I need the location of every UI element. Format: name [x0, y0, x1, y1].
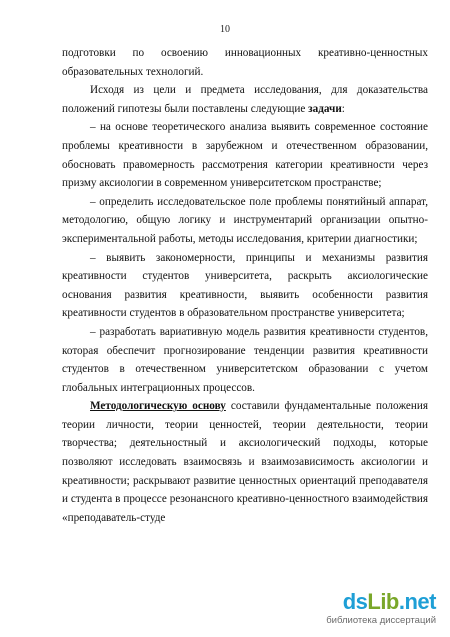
paragraph-text: :	[341, 102, 345, 115]
paragraph-text: – выявить закономерности, принципы и механизмы развития креативности студентов университета, раскрыть аксиологические основания развития креативности, выявить особенности развития креативности студентов в образовательном пространстве университета;	[62, 251, 428, 320]
paragraph	[62, 118, 428, 192]
watermark-subtitle: библиотека диссертаций	[326, 615, 436, 626]
page-number: 10	[220, 24, 230, 35]
bold-term: Методологическую основу	[90, 400, 226, 413]
paragraph	[62, 81, 428, 118]
paragraph-text: – определить исследовательское поле проблемы понятийный аппарат, методологию, общую логику и инструментарий организации опытно-экспериментальной работы, методы исследования, критерии диагностики;	[62, 195, 428, 245]
paragraph-text: подготовки по освоению инновационных креативно-ценностных образовательных технологий.	[62, 47, 428, 78]
paragraph	[62, 397, 428, 527]
dslib-logo: dsLib.net	[342, 589, 436, 614]
paragraph	[62, 193, 428, 249]
paragraph-text: составили фундаментальные положения теории личности, теории ценностей, теории деятельности, теории творчества; деятельностный и аксиологический подходы, которые позволяют исследовать взаимосвязь и взаимозависимость аксиологии и креативности; раскрывают развитие ценностных ориентаций преподавателя и студента в процессе резонансного креативно-ценностного взаимодействия «преподаватель-студе	[62, 400, 428, 524]
paragraph	[62, 323, 428, 397]
paragraph-text: – на основе теоретического анализа выявить современное состояние проблемы креативности в зарубежном и отечественном образовании, обосновать правомерность рассмотрения категории креативности через призму аксиологии в современном университетском пространстве;	[62, 121, 428, 190]
dslib-watermark	[316, 589, 436, 629]
document-body	[62, 44, 428, 527]
paragraph	[62, 44, 428, 81]
paragraph-text: – разработать вариативную модель развития креативности студентов, которая обеспечит прогнозирование тенденции развития креативности студентов в отечественном университетском образовании с учетом глобальных интеграционных процессов.	[62, 325, 428, 394]
bold-term: задачи	[308, 102, 342, 115]
paragraph-text: Исходя из цели и предмета исследования, для доказательства положений гипотезы были поставлены следующие	[62, 84, 428, 115]
paragraph	[62, 249, 428, 323]
